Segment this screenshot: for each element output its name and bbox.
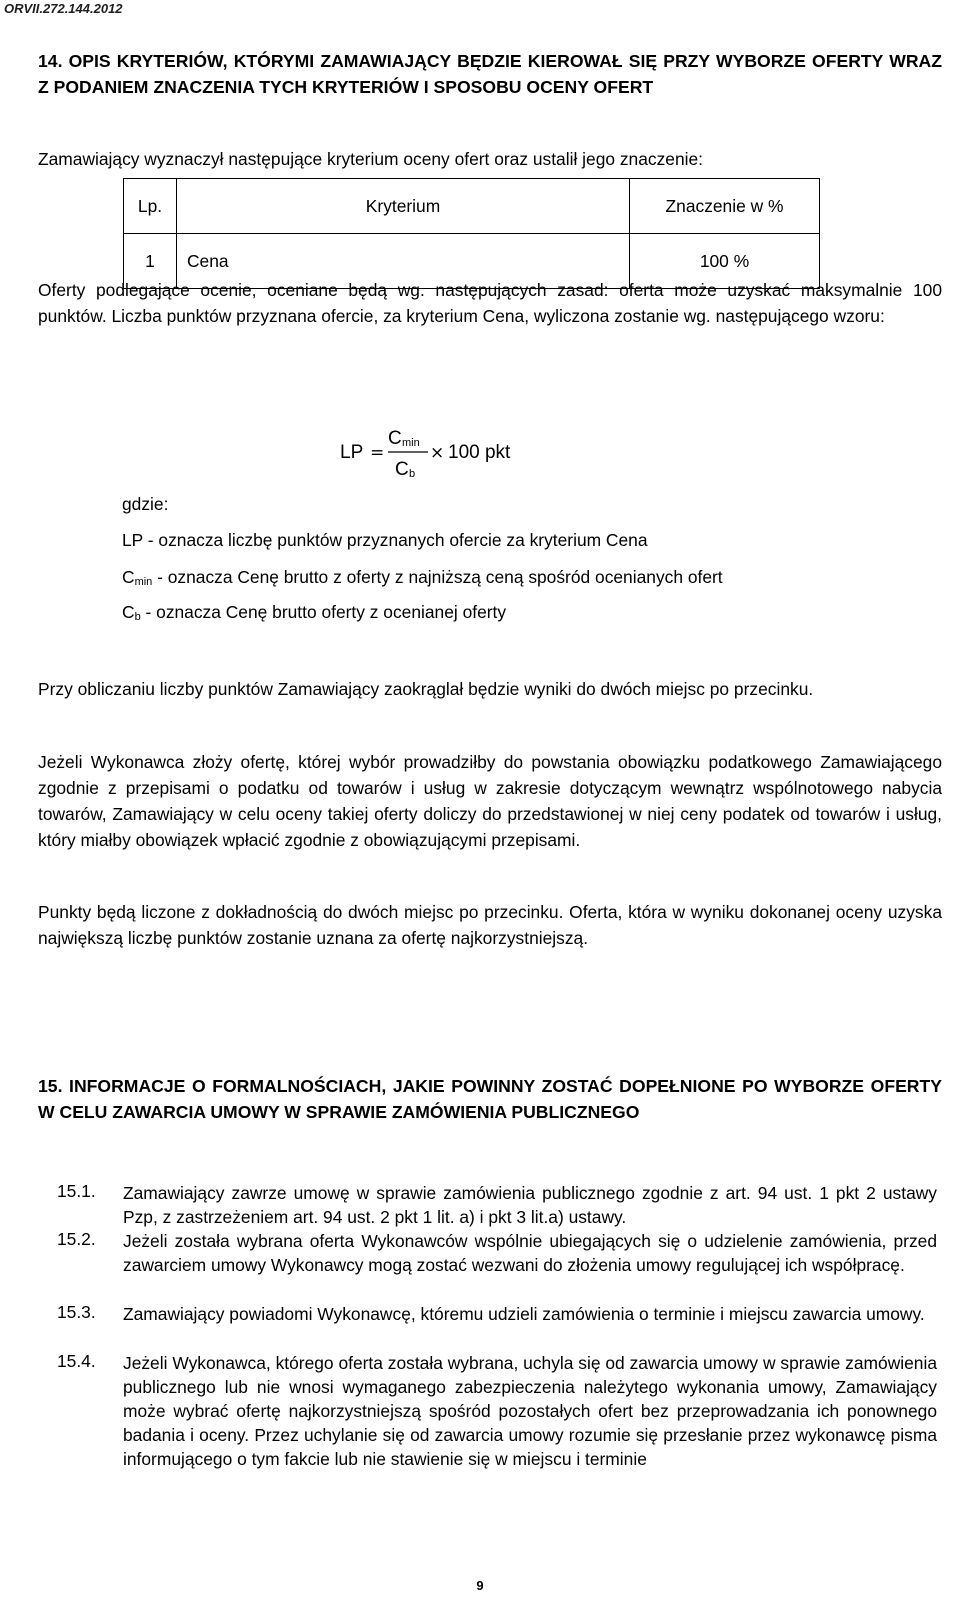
points-paragraph: Punkty będą liczone z dokładnością do dwóch miejsc po przecinku. Oferta, która w wyniku dokonanej oceny uzyska największą liczbę punktów zostanie uznana za ofertę najkorzystniejszą. (38, 902, 942, 948)
section-14-heading: 14. OPIS KRYTERIÓW, KTÓRYMI ZAMAWIAJĄCY BĘDZIE KIEROWAŁ SIĘ PRZY WYBORZE OFERTY WRAZ Z PODANIEM ZNACZENIA TYCH KRYTERIÓW I SPOSOBU OCENY OFERT (38, 51, 942, 97)
formula-equals: = (370, 443, 385, 463)
section-15-heading: 15. INFORMACJE O FORMALNOŚCIACH, JAKIE POWINNY ZOSTAĆ DOPEŁNIONE PO WYBORZE OFERTY W CELU ZAWARCIA UMOWY W SPRAWIE ZAMÓWIENIA PUBLICZNEGO (38, 1076, 942, 1122)
cmin-sub: min (134, 576, 153, 588)
definition-cmin (122, 567, 723, 588)
item-text: Zamawiający zawrze umowę w sprawie zamówienia publicznego zgodnie z art. 94 ust. 1 pkt 2 ustawy Pzp, z zastrzeżeniem art. 94 ust. 2 pkt 1 lit. a) i pkt 3 lit.a) ustawy. (123, 1183, 937, 1227)
cb-symbol: C (122, 602, 135, 622)
vat-paragraph: Jeżeli Wykonawca złoży ofertę, której wybór prowadziłby do powstania obowiązku podatkowego Zamawiającego zgodnie z przepisami o podatku od towarów i usług w zakresie dotyczącym wewnątrz wspólnotowego nabycia towarów, Zamawiający w celu oceny takiej oferty doliczy do przedstawionej w niej ceny podatek od towarów i usług, który miałby obowiązek wpłacić zgodnie z obowiązującymi przepisami. (38, 752, 942, 850)
formula-lhs: LP (340, 442, 364, 463)
criteria-table (123, 178, 820, 289)
formula-times: × (430, 443, 445, 463)
formula-numerator: C (388, 428, 402, 449)
cell-kryterium: Cena (177, 234, 630, 289)
criteria-table-header-row (124, 179, 820, 234)
scoring-rules-paragraph: Oferty podlegające ocenie, oceniane będą wg. następujących zasad: oferta może uzyskać maksymalnie 100 punktów. Liczba punktów przyznana ofercie, za kryterium Cena, wyliczona zostanie wg. następującego wzoru: (38, 280, 942, 326)
cell-znaczenie: 100 % (630, 234, 820, 289)
item-number: 15.4. (57, 1351, 96, 1371)
cb-text: - oznacza Cenę brutto oferty z ocenianej oferty (140, 602, 507, 622)
page-number: 9 (476, 1578, 484, 1593)
item-text: Jeżeli została wybrana oferta Wykonawców wspólnie ubiegających się o udzielenie zamówienia, przed zawarciem umowy Wykonawcy mogą zostać wezwani do złożenia umowy regulującej ich współpracę. (123, 1231, 937, 1275)
cell-lp: 1 (124, 234, 177, 289)
header-kryterium: Kryterium (177, 179, 630, 234)
item-text: Jeżeli Wykonawca, którego oferta została wybrana, uchyla się od zawarcia umowy w sprawie zamówienia publicznego lub nie wnosi wymaganego zabezpieczenia należytego wykonania umowy, Zamawiający może wybrać ofertę najkorzystniejszą spośród pozostałych ofert bez przeprowadzania ich ponownego badania i oceny. Przez uchylanie się od zawarcia umowy rozumie się przesłanie przez wykonawcę pisma informującego o tym fakcie lub nie stawienie się w miejscu i terminie (123, 1353, 937, 1469)
score-formula (334, 424, 554, 484)
definition-lp: LP - oznacza liczbę punktów przyznanych ofercie za kryterium Cena (122, 530, 648, 550)
formula-numerator-sub: min (402, 437, 420, 449)
cmin-text: - oznacza Cenę brutto z oferty z najniższą ceną spośród ocenianych ofert (152, 567, 723, 587)
formula-denominator-sub: b (409, 468, 416, 480)
rounding-paragraph: Przy obliczaniu liczby punktów Zamawiający zaokrąglał będzie wyniki do dwóch miejsc po przecinku. (38, 679, 814, 699)
item-number: 15.3. (57, 1302, 96, 1322)
formula-denominator: C (395, 459, 409, 480)
definition-cb (122, 602, 506, 623)
criteria-intro: Zamawiający wyznaczył następujące kryterium oceny ofert oraz ustalił jego znaczenie: (38, 149, 704, 169)
item-text: Zamawiający powiadomi Wykonawcę, któremu udzieli zamówienia o terminie i miejscu zawarcia umowy. (123, 1304, 925, 1324)
item-number: 15.2. (57, 1229, 96, 1249)
item-number: 15.1. (57, 1181, 96, 1201)
header-znaczenie: Znaczenie w % (630, 179, 820, 234)
gdzie-label: gdzie: (122, 494, 169, 514)
header-lp: Lp. (124, 179, 177, 234)
document-code: ORVII.272.144.2012 (4, 1, 123, 16)
formula-rhs: 100 pkt (448, 442, 511, 463)
cb-sub: b (134, 611, 141, 623)
cmin-symbol: C (122, 567, 135, 587)
